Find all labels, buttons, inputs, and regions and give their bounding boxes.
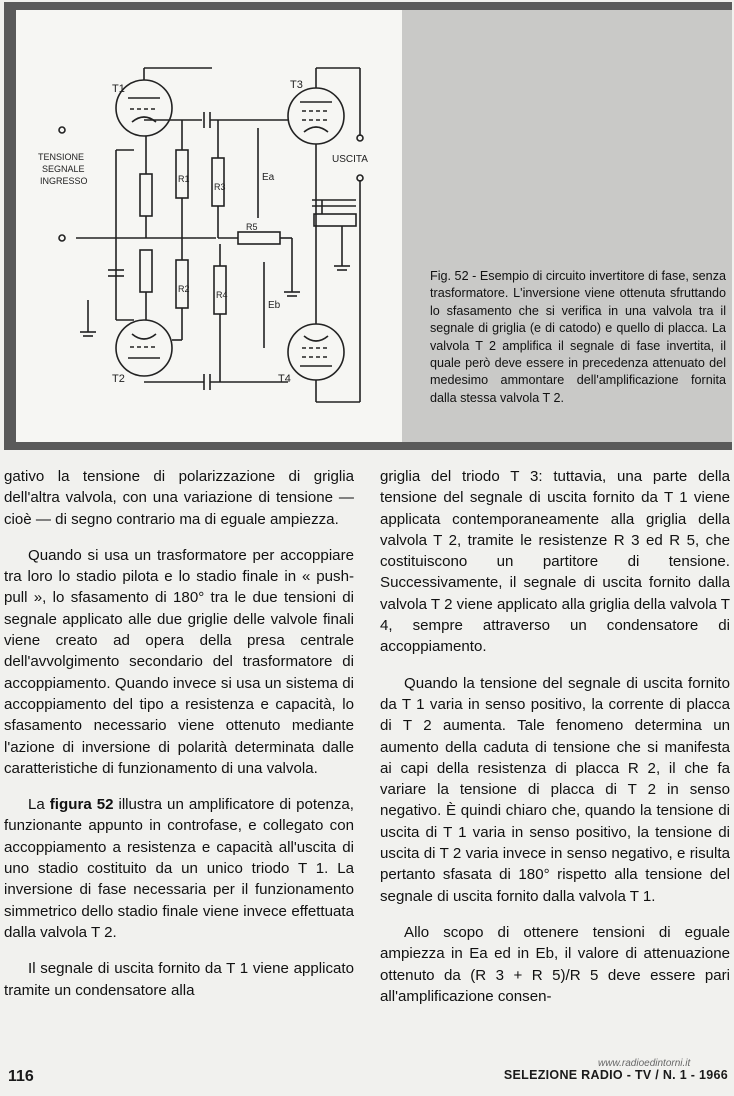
watermark: www.radioedintorni.it xyxy=(598,1058,691,1069)
label-t1: T1 xyxy=(112,83,125,95)
paragraph: griglia del triodo T 3: tuttavia, una parte della tensione del segnale di uscita fornito da T 1 viene applicata contemporaneamente alla griglia della valvola T 2, tramite le resistenze R 3 ed R 5, che costituiscono un partitore di tensione. Successivamente, il segnale di uscita fornito dalla valvola T 2 viene applicato alla griglia della valvola T 4, sempre attraverso un condensatore di accoppiamento. xyxy=(380,468,730,656)
label-r4: R4 xyxy=(216,290,228,300)
figure-caption: Fig. 52 - Esempio di circuito invertitore di fase, senza trasformatore. L'inversione viene ottenuta sfruttando lo sfasamento che si verifica in una valvola tra il segnale di griglia (e di catodo) e quello di placca. La valvola T 2 amplifica il segnale di fase invertita, il quale però deve essere in precedenza attenuato del medesimo ammontare dell'amplificazione fornita dalla stessa valvola T 2. xyxy=(430,269,726,405)
label-r3: R3 xyxy=(214,182,226,192)
magazine-footer: SELEZIONE RADIO - TV / N. 1 - 1966 xyxy=(503,1068,728,1082)
text-column-left xyxy=(4,466,354,1016)
output-label: USCITA xyxy=(332,154,368,165)
label-ea: Ea xyxy=(262,172,275,183)
text-column-right xyxy=(380,466,730,1022)
caption-panel xyxy=(402,10,732,442)
page-number: 116 xyxy=(8,1068,34,1085)
paragraph: Quando la tensione del segnale di uscita fornito da T 1 varia in senso positivo, la corrente di placca di T 2 aumenta. Tale fenomeno determina un aumento della caduta di tensione che si manifesta ai capi della resistenza di placca R 2, il che fa variare la tensione di placca di T 2 in senso negativo. È quindi chiaro che, quando la tensione di uscita di T 1 varia in senso positivo, la tensione di uscita di T 2 varia invece in senso negativo, e risulta pertanto sfasata di 180° rispetto alla tensione del segnale di uscita fornito dalla valvola T 1. xyxy=(380,674,730,905)
label-r5: R5 xyxy=(246,222,258,232)
input-label-1: TENSIONE xyxy=(38,152,85,162)
paragraph: Il segnale di uscita fornito da T 1 viene applicato tramite un condensatore alla xyxy=(4,960,354,999)
paragraph: Allo scopo di ottenere tensioni di eguale ampiezza in Ea ed in Eb, il valore di attenuazione ottenuto da (R 3 + R 5)/R 5 deve essere pari all'amplificazione consen- xyxy=(380,923,730,1005)
figure-52 xyxy=(4,2,732,450)
label-eb: Eb xyxy=(268,300,281,311)
schematic-drawing xyxy=(16,10,402,442)
label-t4: T4 xyxy=(278,373,291,385)
paragraph: gativo la tensione di polarizzazione di griglia dell'altra valvola, con una variazione di tensione — cioè — di segno contrario ma di eguale ampiezza. xyxy=(4,468,354,528)
label-r2: R2 xyxy=(178,284,190,294)
label-t3: T3 xyxy=(290,79,303,91)
circuit-schematic xyxy=(16,10,402,442)
label-t2: T2 xyxy=(112,373,125,385)
input-label-3: INGRESSO xyxy=(40,176,88,186)
tube-t3 xyxy=(288,88,344,144)
paragraph xyxy=(4,794,354,943)
tube-t2 xyxy=(116,320,172,376)
figure-reference: figura 52 xyxy=(49,796,114,814)
label-r1: R1 xyxy=(178,174,190,184)
tube-t4 xyxy=(288,324,344,380)
paragraph: Quando si usa un trasformatore per accoppiare tra loro lo stadio pilota e lo stadio finale in « push-pull », lo sfasamento di 180° tra le due tensioni di segnale applicato alle due griglie delle valvole finali viene creato ad opera della presa centrale dell'avvolgimento secondario del trasformatore di accoppiamento. Quando invece si usa un sistema di accoppiamento del tipo a resistenza e capacità, lo sfasamento necessario viene ottenuto mediante l'azione di inversione di polarità determinata dalle caratteristiche di funzionamento di una valvola. xyxy=(4,546,354,777)
paragraph-lead: La xyxy=(28,796,50,814)
input-label-2: SEGNALE xyxy=(42,164,85,174)
paragraph-rest: illustra un amplificatore di potenza, funzionante appunto in controfase, e collegato con accoppiamento a resistenza e capacità all'uscita di uno stadio costituito da un unico triodo T 1. La inversione di fase necessaria per il funzionamento simmetrico dello stadio finale viene invece effettuata dalla valvola T 2. xyxy=(4,796,355,941)
